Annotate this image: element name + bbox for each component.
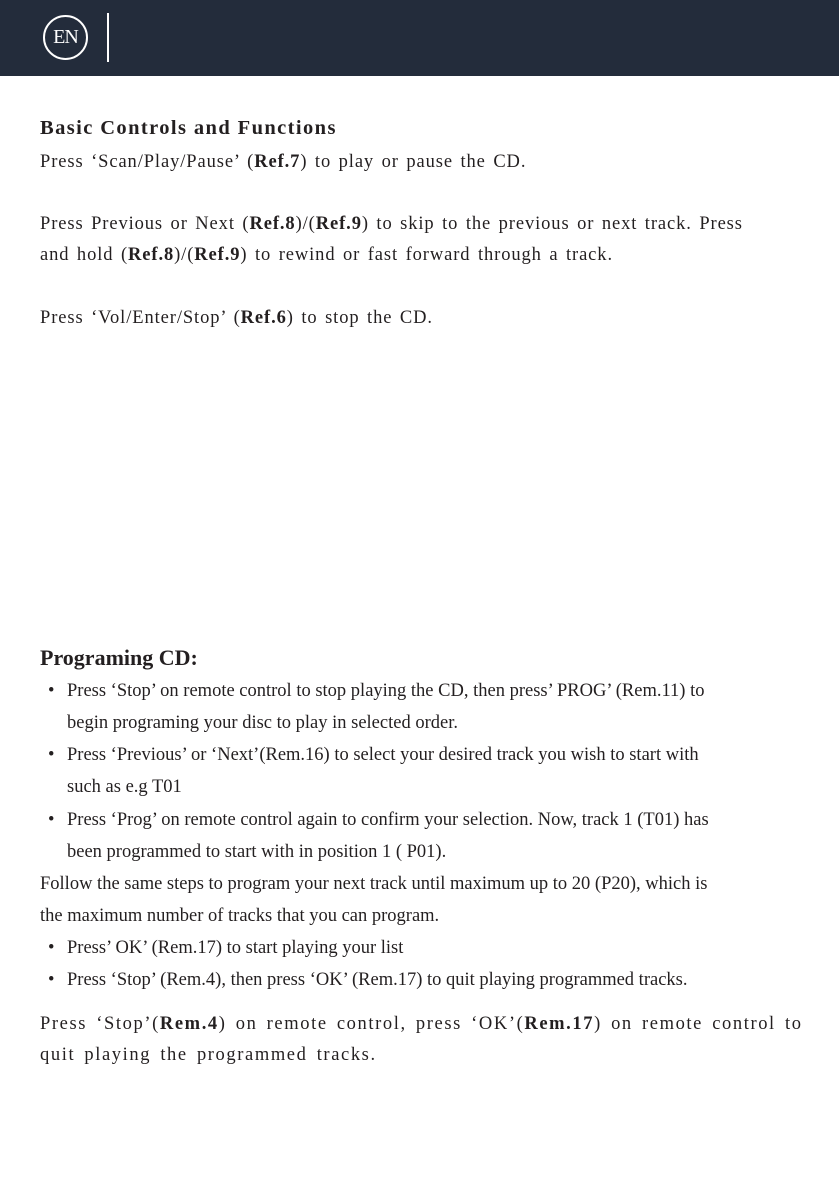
list-item-line: Press ‘Prog’ on remote control again to confirm your selection. Now, track 1 (T01) has — [67, 810, 709, 830]
header-divider — [107, 13, 109, 62]
paragraph-skip-line-1: Press Previous or Next (Ref.8)/(Ref.9) to skip to the previous or next track. Press — [40, 214, 743, 234]
language-badge: EN — [43, 15, 88, 60]
list-item-line: begin programing your disc to play in selected order. — [67, 713, 458, 733]
paragraph-stop: Press ‘Vol/Enter/Stop’ (Ref.6) to stop the CD. — [40, 308, 433, 328]
bullet-marker: • — [48, 745, 55, 765]
paragraph-follow-line-2: the maximum number of tracks that you can program. — [40, 906, 440, 926]
list-item-line: such as e.g T01 — [67, 777, 182, 797]
bullet-marker: • — [48, 970, 55, 990]
paragraph-quit-line-2: quit playing the programmed tracks. — [40, 1045, 377, 1065]
paragraph-follow-line-1: Follow the same steps to program your next track until maximum up to 20 (P20), which is — [40, 874, 708, 894]
list-item-line: Press’ OK’ (Rem.17) to start playing your list — [67, 938, 404, 958]
list-item-line: Press ‘Stop’ on remote control to stop playing the CD, then press’ PROG’ (Rem.11) to — [67, 681, 705, 701]
list-item-line: Press ‘Previous’ or ‘Next’(Rem.16) to select your desired track you wish to start with — [67, 745, 699, 765]
section-title-programming: Programing CD: — [40, 645, 198, 670]
paragraph-quit-line-1: Press ‘Stop’(Rem.4) on remote control, press ‘OK’(Rem.17) on remote control to — [40, 1014, 803, 1034]
header-bar — [0, 0, 839, 76]
list-item-line: been programmed to start with in position 1 ( P01). — [67, 842, 447, 862]
bullet-marker: • — [48, 938, 55, 958]
paragraph-skip-line-2: and hold (Ref.8)/(Ref.9) to rewind or fast forward through a track. — [40, 245, 613, 265]
bullet-marker: • — [48, 810, 55, 830]
list-item-line: Press ‘Stop’ (Rem.4), then press ‘OK’ (Rem.17) to quit playing programmed tracks. — [67, 970, 688, 990]
bullet-marker: • — [48, 681, 55, 701]
section-title-basic-controls: Basic Controls and Functions — [40, 117, 337, 139]
paragraph-play-pause: Press ‘Scan/Play/Pause’ (Ref.7) to play or pause the CD. — [40, 152, 527, 172]
